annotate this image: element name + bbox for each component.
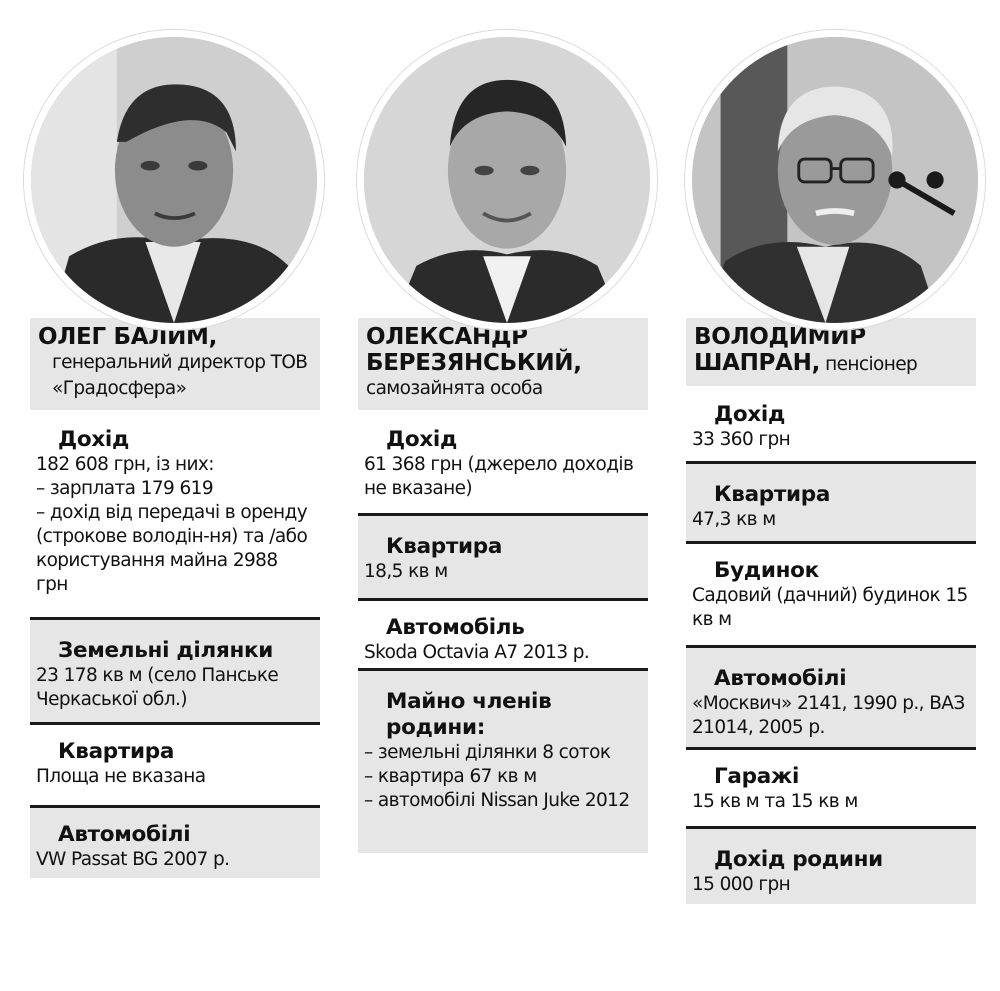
section-cars <box>30 805 320 878</box>
section-body: – земельні ділянки 8 соток – квартира 67 кв м – автомобілі Nissan Juke 2012 <box>364 742 630 811</box>
section-income <box>686 400 976 463</box>
section-body: 182 608 грн, із них: – зарплата 179 619 – дохід від передачі в оренду (строкове володін-ня) та /або користування майна 2988 грн <box>36 454 308 595</box>
section-body: VW Passat BG 2007 р. <box>36 849 230 870</box>
section-title: Квартира <box>386 534 503 559</box>
person-header <box>30 318 320 410</box>
section-family-property <box>358 668 648 853</box>
section-title: Дохід <box>58 427 130 452</box>
portrait-photo <box>685 30 985 330</box>
section-apartment <box>686 461 976 543</box>
section-title: Дохід <box>386 427 458 452</box>
section-title: Дохід <box>714 402 786 427</box>
person-name: ОЛЕКСАНДР БЕРЕЗЯНСЬКИЙ, <box>366 324 582 376</box>
section-title: Дохід родини <box>714 847 883 872</box>
section-title: Гаражі <box>714 764 800 789</box>
section-body: 23 178 кв м (село Панське Черкаської обл.) <box>36 665 279 710</box>
section-body: 61 368 грн (джерело доходів не вказане) <box>364 454 634 499</box>
section-title: Земельні ділянки <box>58 638 274 663</box>
section-body: Площа не вказана <box>36 766 206 787</box>
section-car <box>358 598 648 670</box>
section-body: 15 000 грн <box>692 874 791 895</box>
section-cars <box>686 645 976 749</box>
section-income <box>358 425 648 515</box>
section-title: Квартира <box>714 482 831 507</box>
section-body: Skoda Octavia A7 2013 р. <box>364 642 590 663</box>
section-body: 33 360 грн <box>692 429 791 450</box>
portrait-photo <box>24 30 324 330</box>
person-role: генеральний директор ТОВ «Градосфера» <box>52 352 308 399</box>
person-role: пенсіонер <box>825 354 918 375</box>
section-title: Квартира <box>58 739 175 764</box>
section-body: 18,5 кв м <box>364 561 448 582</box>
portrait-balym-image <box>31 37 317 323</box>
section-body: 47,3 кв м <box>692 509 776 530</box>
section-title: Автомобілі <box>714 666 847 691</box>
section-body: «Москвич» 2141, 1990 р., ВАЗ 21014, 2005 р. <box>692 693 965 738</box>
portrait-berezianskyi-image <box>364 37 650 323</box>
section-body: Садовий (дачний) будинок 15 кв м <box>692 585 968 630</box>
person-role: самозайнята особа <box>366 378 543 399</box>
section-land <box>30 617 320 722</box>
portrait-shapran-image <box>692 37 978 323</box>
section-garages <box>686 747 976 828</box>
section-title: Будинок <box>714 558 819 583</box>
section-body: 15 кв м та 15 кв м <box>692 791 858 812</box>
section-title: Автомобілі <box>58 822 191 847</box>
portrait-photo <box>357 30 657 330</box>
person-header <box>358 318 648 410</box>
section-title: Автомобіль <box>386 615 525 640</box>
section-family-income <box>686 826 976 904</box>
section-apartment <box>358 513 648 598</box>
section-house <box>686 541 976 647</box>
person-name: ВОЛОДИМИР ШАПРАН, <box>694 324 866 376</box>
section-title: Майно членів родини: <box>386 689 552 740</box>
section-apartment <box>30 722 320 807</box>
section-income <box>30 425 320 615</box>
person-name: ОЛЕГ БАЛИМ, <box>38 324 218 350</box>
